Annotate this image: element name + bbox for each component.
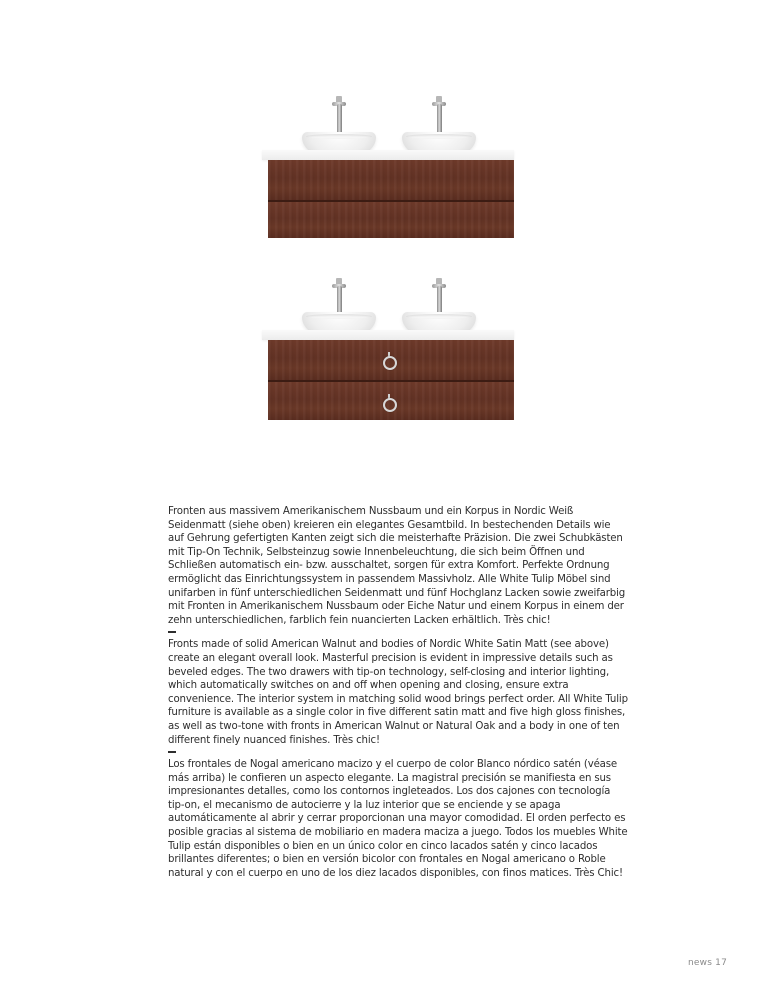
vanity-image-bottom — [262, 272, 514, 424]
language-separator — [168, 631, 176, 633]
drawer-front — [268, 160, 514, 200]
countertop — [262, 150, 514, 160]
ring-pull-icon — [383, 356, 397, 370]
language-separator — [168, 751, 176, 753]
drawer-front — [268, 202, 514, 238]
ring-pull-icon — [383, 398, 397, 412]
countertop — [262, 330, 514, 340]
description-spanish: Los frontales de Nogal americano macizo y el cuerpo de color Blanco nórdico satén (véase más arriba) le confieren un aspecto elegante. La magistral precisión se manifiesta en sus impresionantes detalles, como los contornos ingleteados. Los dos cajones con tecnología tip-on, el mecanismo de autocierre y la luz interior que se enciende y se apaga automáticamente al abrir y cerrar proporcionan una mayor comodidad. El orden perfecto es posible gracias al sistema de mobiliario en madera maciza a juego. Todos los muebles White Tulip están disponibles o bien en un único color en cinco lacados satén y cinco lacados brillantes diferentes; o bien en versión bicolor con frontales en Nogal americano o Roble natural y con el cuerpo en uno de los diez lacados disponibles, con finos matices. Très Chic! — [168, 759, 628, 879]
walnut-cabinet — [268, 340, 514, 420]
description-block — [168, 505, 628, 880]
description-german: Fronten aus massivem Amerikanischem Nussbaum und ein Korpus in Nordic Weiß Seidenmatt (siehe oben) kreieren ein elegantes Gesamtbild. In bestechenden Details wie auf Gehrung gefertigten Kanten zeigt sich die meisterhafte Präzision. Die zwei Schubkästen mit Tip-On Technik, Selbsteinzug sowie Innenbeleuchtung, die sich beim Öffnen und Schließen automatisch ein- bzw. ausschaltet, sorgen für extra Komfort. Perfekte Ordnung ermöglicht das Einrichtungssystem in passendem Massivholz. Alle White Tulip Möbel sind unifarben in fünf unterschiedlichen Seidenmatt und fünf Hochglanz Lacken sowie zweifarbig mit Fronten in Amerikanischem Nussbaum oder Eiche Natur und einem Korpus in einem der zehn unterschiedlichen, farblich fein nuancierten Lacken erhältlich. Très chic! — [168, 506, 626, 626]
vanity-image-top — [262, 90, 514, 250]
page-folio: news 17 — [688, 958, 728, 968]
walnut-cabinet — [268, 160, 514, 238]
description-english: Fronts made of solid American Walnut and bodies of Nordic White Satin Matt (see above) create an elegant overall look. Masterful precision is evident in impressive details such as beveled edges. The two drawers with tip-on technology, self-closing and interior lighting, which automatically switches on and off when opening and closing, ensure extra convenience. The interior system in matching solid wood brings perfect order. All White Tulip furniture is available as a single color in five different satin matt and five high gloss finishes, as well as two-tone with fronts in American Walnut or Natural Oak and a body in one of ten different finely nuanced finishes. Très chic! — [168, 639, 628, 746]
